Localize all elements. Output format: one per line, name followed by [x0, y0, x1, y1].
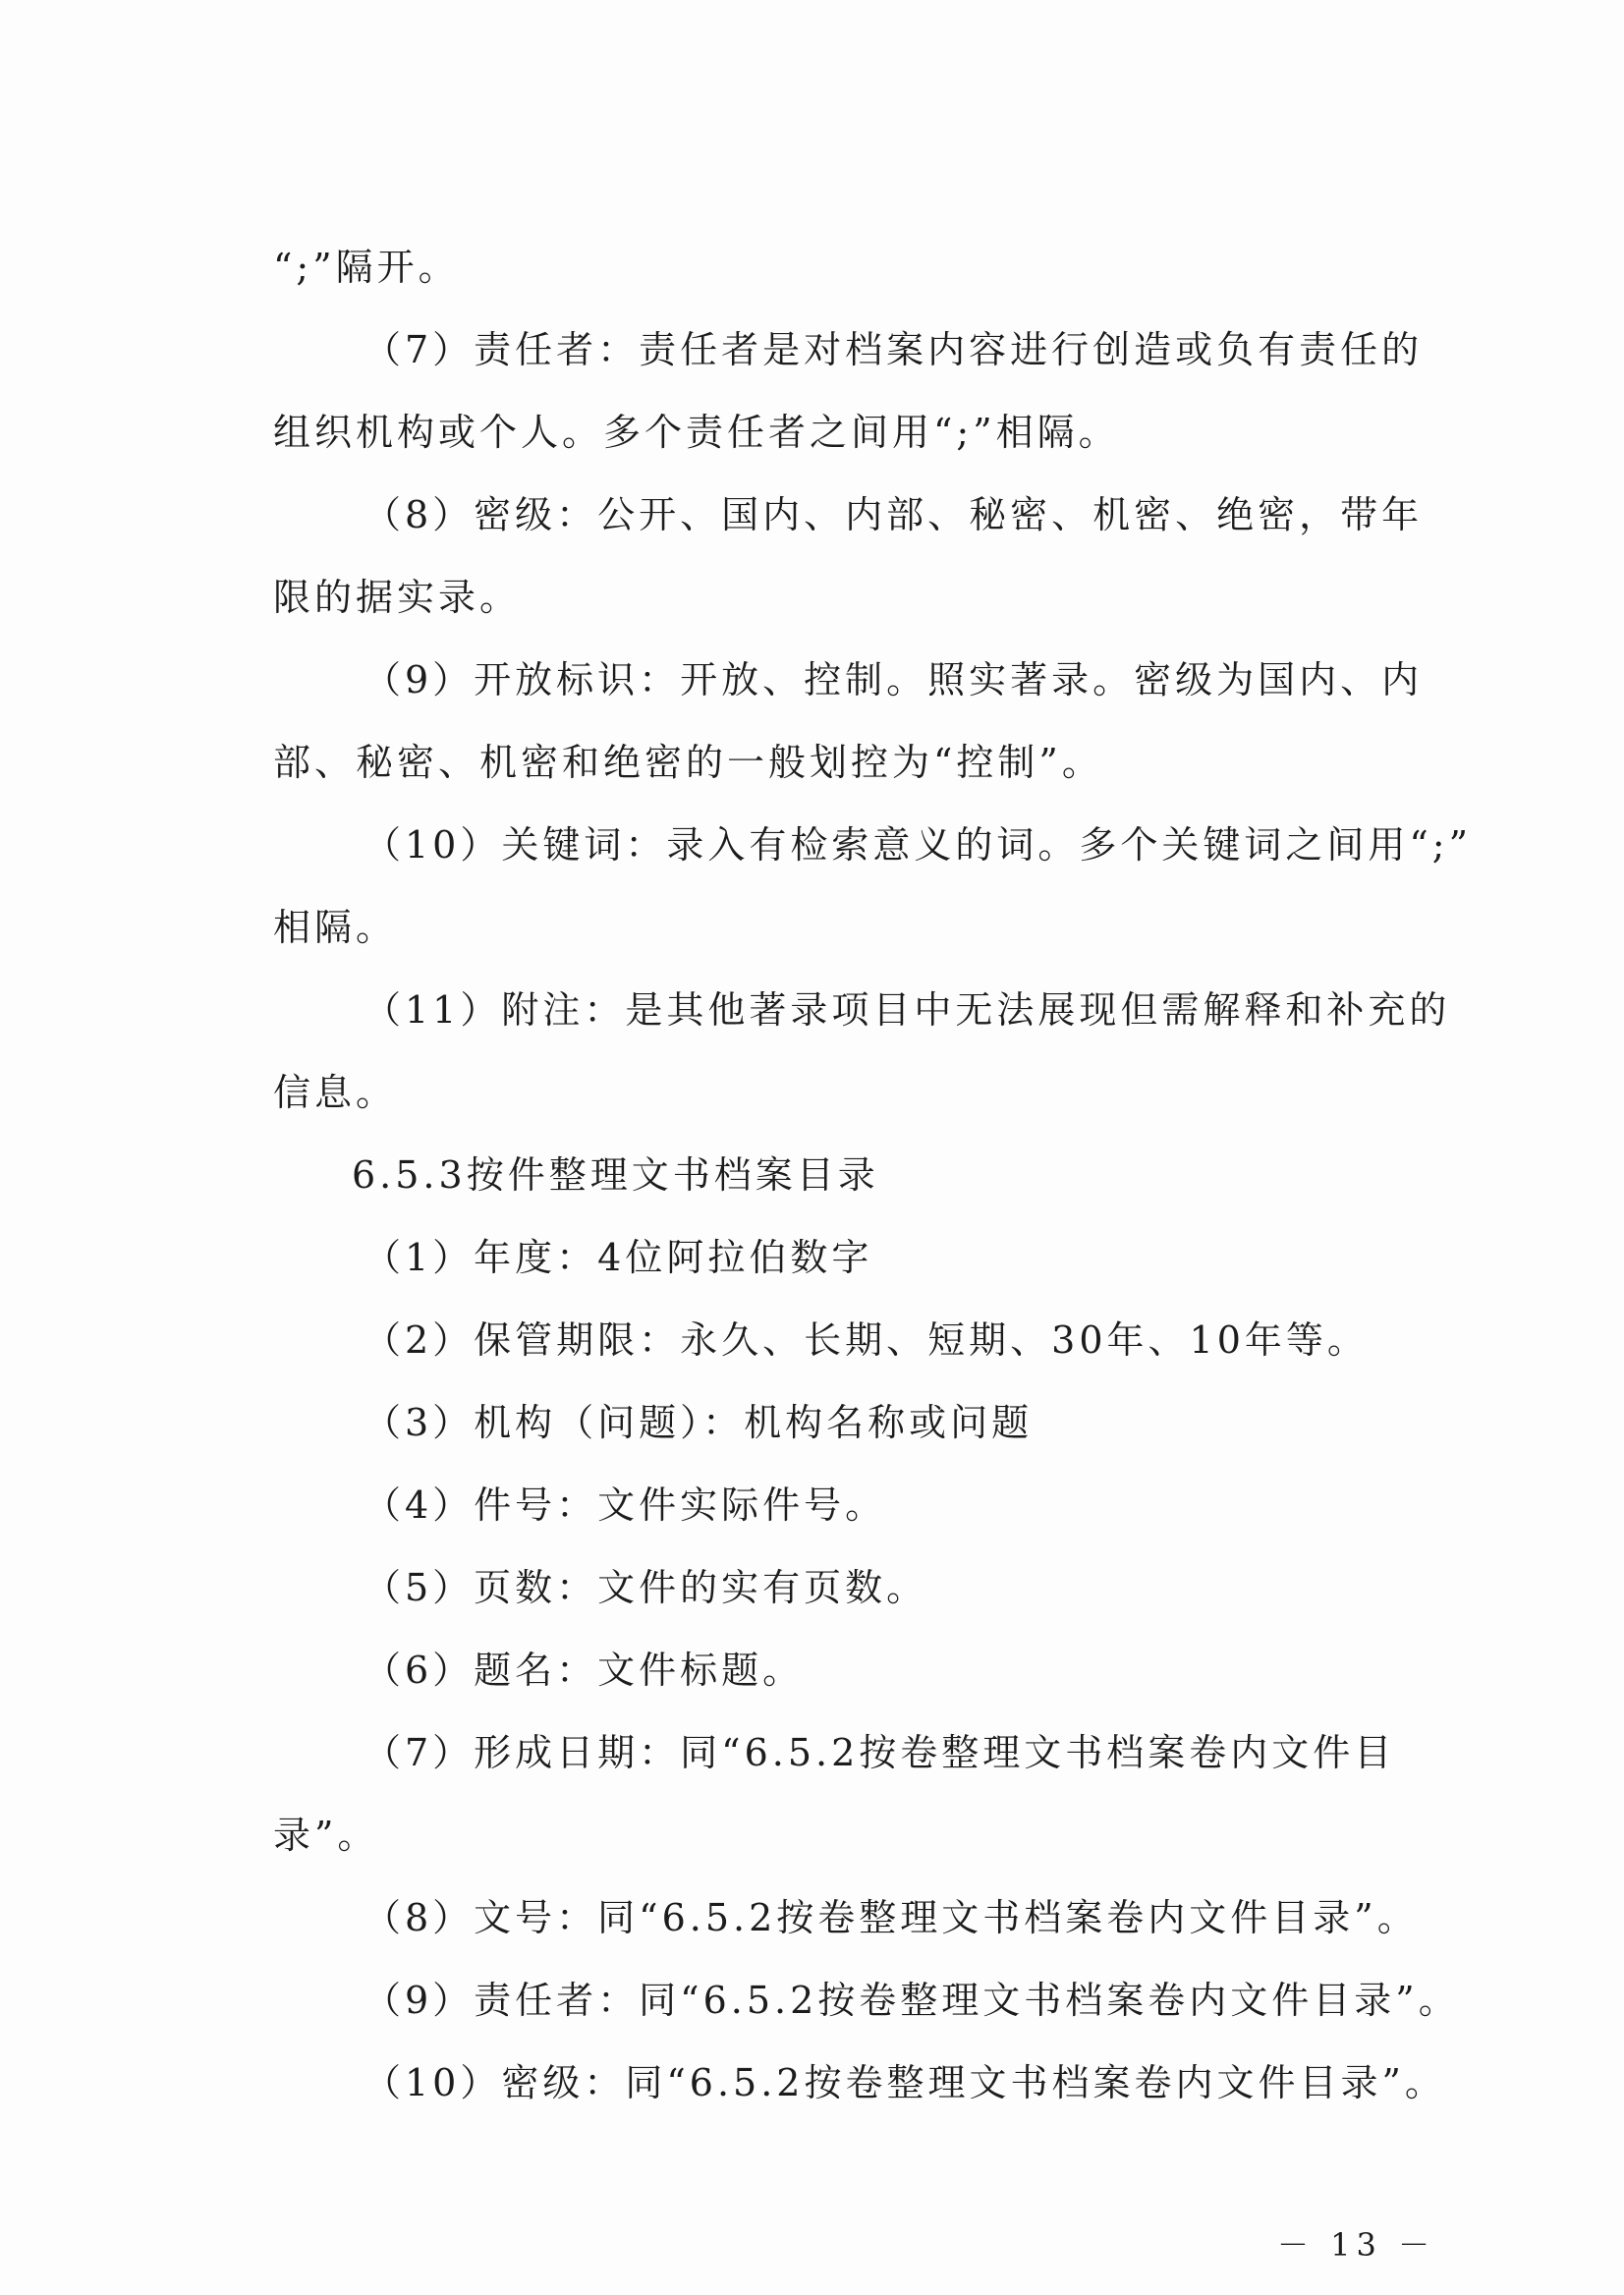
- text-line-4: （8）密级：公开、国内、内部、秘密、机密、绝密，带年: [364, 493, 1424, 536]
- text-line-22: （9）责任者：同“6.5.2按卷整理文书档案卷内文件目录”。: [364, 1979, 1460, 2022]
- text-line-23: （10）密级：同“6.5.2按卷整理文书档案卷内文件目录”。: [364, 2061, 1446, 2104]
- text-line-20: 录”。: [273, 1814, 379, 1857]
- text-line-15: （3）机构（问题）：机构名称或问题: [364, 1401, 1034, 1444]
- text-line-10: （11）附注：是其他著录项目中无法展现但需解释和补充的: [364, 988, 1451, 1032]
- text-line-11: 信息。: [273, 1071, 398, 1114]
- text-line-8: （10）关键词：录入有检索意义的词。多个关键词之间用“;”: [364, 823, 1473, 867]
- text-line-18: （6）题名：文件标题。: [364, 1649, 805, 1692]
- text-line-14: （2）保管期限：永久、长期、短期、30年、10年等。: [364, 1318, 1369, 1362]
- text-line-5: 限的据实录。: [273, 576, 522, 619]
- text-line-16: （4）件号：文件实际件号。: [364, 1483, 887, 1527]
- page-number: － 13 －: [1277, 2226, 1436, 2264]
- text-line-13: （1）年度：4位阿拉伯数字: [364, 1236, 873, 1279]
- text-line-21: （8）文号：同“6.5.2按卷整理文书档案卷内文件目录”。: [364, 1896, 1419, 1939]
- text-line-6: （9）开放标识：开放、控制。照实著录。密级为国内、内: [364, 658, 1424, 701]
- text-line-7: 部、秘密、机密和绝密的一般划控为“控制”。: [273, 741, 1103, 784]
- section-heading: 6.5.3按件整理文书档案目录: [352, 1153, 879, 1197]
- text-line-1: “;”隔开。: [273, 246, 460, 289]
- text-line-17: （5）页数：文件的实有页数。: [364, 1566, 928, 1609]
- text-line-9: 相隔。: [273, 906, 398, 949]
- text-line-19: （7）形成日期：同“6.5.2按卷整理文书档案卷内文件目: [364, 1731, 1396, 1774]
- text-line-3: 组织机构或个人。多个责任者之间用“;”相隔。: [273, 411, 1120, 454]
- text-line-2: （7）责任者：责任者是对档案内容进行创造或负有责任的: [364, 328, 1424, 371]
